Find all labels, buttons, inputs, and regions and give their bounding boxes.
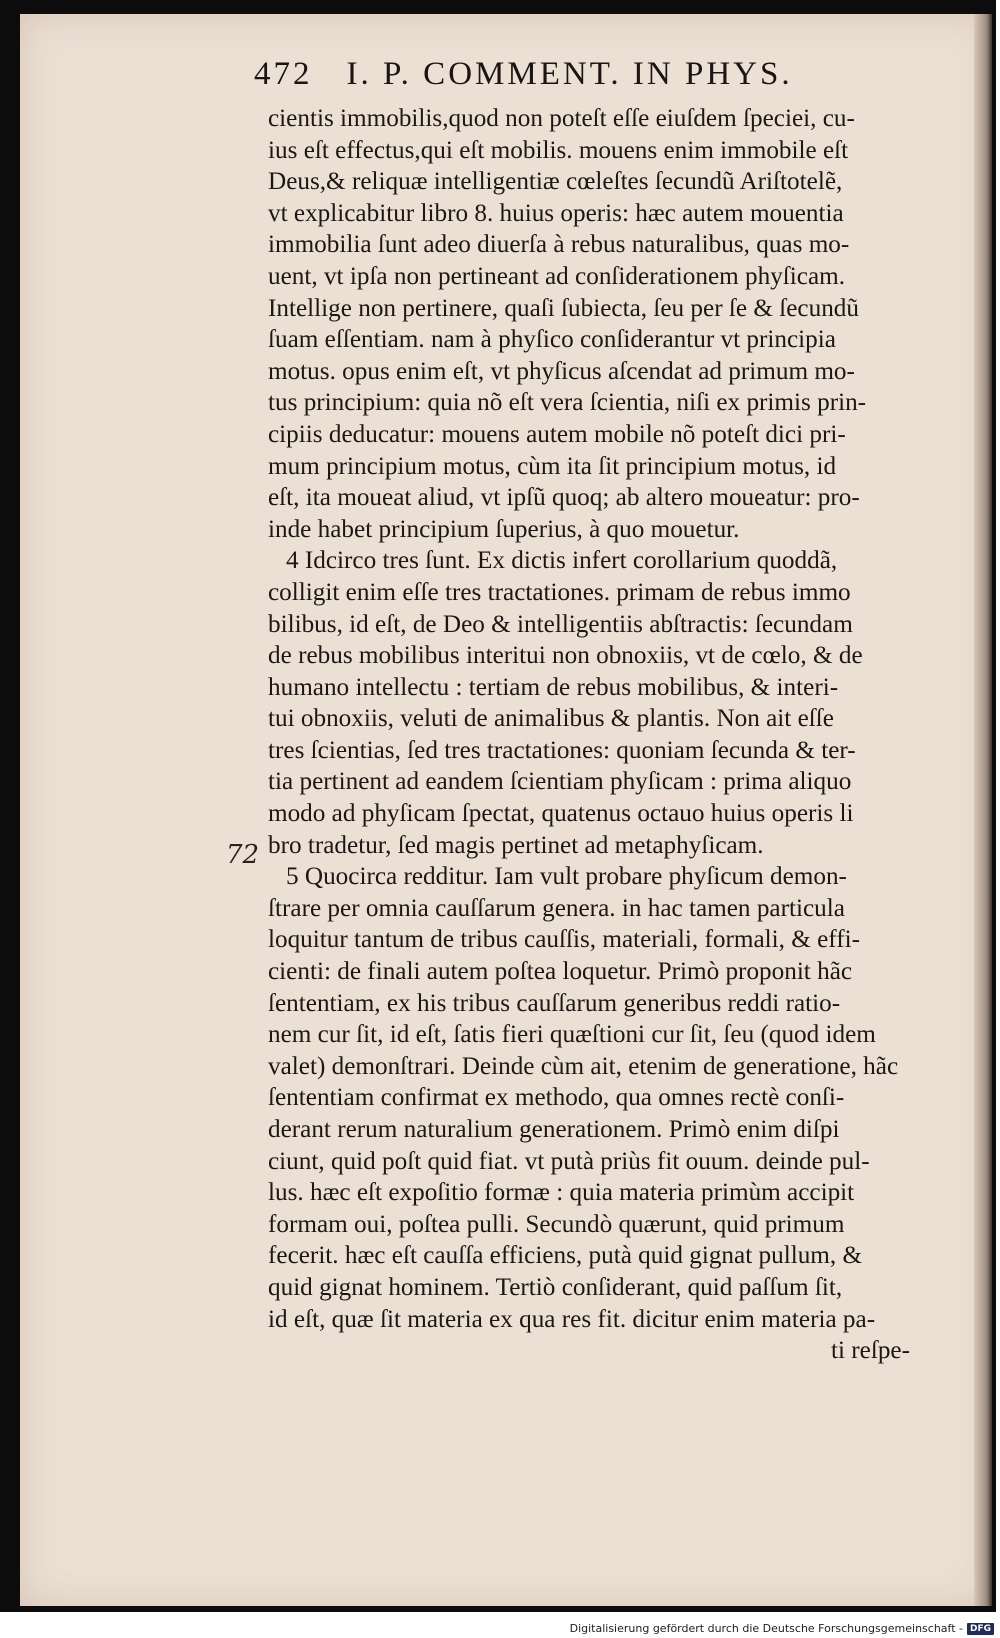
- text-line: cipiis deducatur: mouens autem mobile nõ poteſt dici pri-: [268, 420, 846, 448]
- text-line: nem cur ſit, id eſt, ſatis fieri quæſtioni cur ſit, ſeu (quod idem: [268, 1021, 876, 1049]
- page-number: 472: [254, 56, 313, 92]
- text-line: fecerit. hæc eſt cauſſa efficiens, putà quid gignat pullum, &: [268, 1242, 863, 1270]
- text-line: colligit enim eſſe tres tractationes. primam de rebus immo: [268, 578, 851, 606]
- text-line: id eſt, quæ ſit materia ex qua res fit. dicitur enim materia pa-: [268, 1305, 876, 1333]
- catchword: ti reſpe-: [830, 1337, 910, 1365]
- text-line: Intellige non pertinere, quaſi ſubiecta, ſeu per ſe & ſecundũ: [268, 294, 859, 322]
- body-text: [268, 103, 910, 1367]
- footer-credit: [570, 1622, 994, 1635]
- text-line: motus. opus enim eſt, vt phyſicus aſcendat ad primum mo-: [268, 357, 855, 385]
- text-line: ciunt, quid poſt quid fiat. vt putà priùs fit ouum. deinde pul-: [268, 1147, 870, 1175]
- text-line: ius eſt effectus,qui eſt mobilis. mouens enim immobile eſt: [268, 136, 849, 164]
- text-line: loquitur tantum de tribus cauſſis, materiali, formali, & effi-: [268, 926, 860, 954]
- text-line: bilibus, id eſt, de Deo & intelligentiis abſtractis: ſecundam: [268, 610, 853, 638]
- running-header: [254, 56, 904, 93]
- dfg-logo: DFG: [967, 1623, 994, 1635]
- text-line: modo ad phyſicam ſpectat, quatenus octauo huius operis li: [268, 800, 854, 828]
- text-line: valet) demonſtrari. Deinde cùm ait, etenim de generatione, hãc: [268, 1052, 899, 1080]
- text-line: tui obnoxiis, veluti de animalibus & plantis. Non ait eſſe: [268, 705, 834, 733]
- running-title: I. P. COMMENT. IN PHYS.: [346, 56, 793, 92]
- text-line: 5 Quocirca redditur. Iam vult probare phyſicum demon-: [286, 863, 847, 891]
- text-line: ſententiam, ex his tribus cauſſarum generibus reddi ratio-: [268, 989, 841, 1017]
- text-line: lus. hæc eſt expoſitio formæ : quia materia primùm accipit: [268, 1179, 855, 1207]
- text-line: tus principium: quia nõ eſt vera ſcientia, niſi ex primis prin-: [268, 389, 867, 417]
- text-line: ſuam eſſentiam. nam à phyſico conſiderantur vt principia: [268, 326, 836, 354]
- text-line: uent, vt ipſa non pertineant ad conſiderationem phyſicam.: [268, 262, 846, 290]
- text-line: ſtrare per omnia cauſſarum genera. in hac tamen particula: [268, 894, 845, 922]
- text-line: eſt, ita moueat aliud, vt ipſũ quoq; ab altero moueatur: pro-: [268, 484, 860, 512]
- margin-note: 72: [226, 840, 260, 870]
- text-line: derant rerum naturalium generationem. Primò enim diſpi: [268, 1116, 840, 1143]
- text-line: mum principium motus, cùm ita ſit principium motus, id: [268, 452, 837, 480]
- page-gutter: [974, 14, 992, 1606]
- text-line: formam oui, poſtea pulli. Secundò quærunt, quid primum: [268, 1210, 845, 1238]
- text-line: cienti: de finali autem poſtea loquetur. Primò proponit hãc: [268, 958, 853, 986]
- text-line: 4 Idcirco tres ſunt. Ex dictis infert corollarium quoddã,: [286, 547, 838, 575]
- text-line: inde habet principium ſuperius, à quo mouetur.: [268, 515, 740, 543]
- text-line: vt explicabitur libro 8. huius operis: hæc autem mouentia: [268, 199, 844, 227]
- text-line: ſententiam confirmat ex methodo, qua omnes rectè conſi-: [268, 1084, 845, 1112]
- text-line: quid gignat hominem. Tertiò conſiderant, quid paſſum ſit,: [268, 1273, 843, 1301]
- text-line: tres ſcientias, ſed tres tractationes: quoniam ſecunda & ter-: [268, 736, 856, 764]
- text-line: humano intellectu : tertiam de rebus mobilibus, & interi-: [268, 673, 839, 701]
- text-line: de rebus mobilibus interitui non obnoxiis, vt de cœlo, & de: [268, 642, 863, 670]
- footer-text: Digitalisierung gefördert durch die Deutsche Forschungsgemeinschaft -: [569, 1622, 963, 1635]
- text-line: immobilia ſunt adeo diuerſa à rebus naturalibus, quas mo-: [268, 231, 850, 259]
- text-line: cientis immobilis,quod non poteſt eſſe eiuſdem ſpeciei, cu-: [268, 105, 855, 132]
- text-line: Deus,& reliquæ intelligentiæ cœleſtes ſecundũ Ariſtotelẽ,: [268, 168, 843, 196]
- text-line: tia pertinent ad eandem ſcientiam phyſicam : prima aliquo: [268, 768, 852, 796]
- text-line: bro tradetur, ſed magis pertinet ad metaphyſicam.: [268, 831, 764, 859]
